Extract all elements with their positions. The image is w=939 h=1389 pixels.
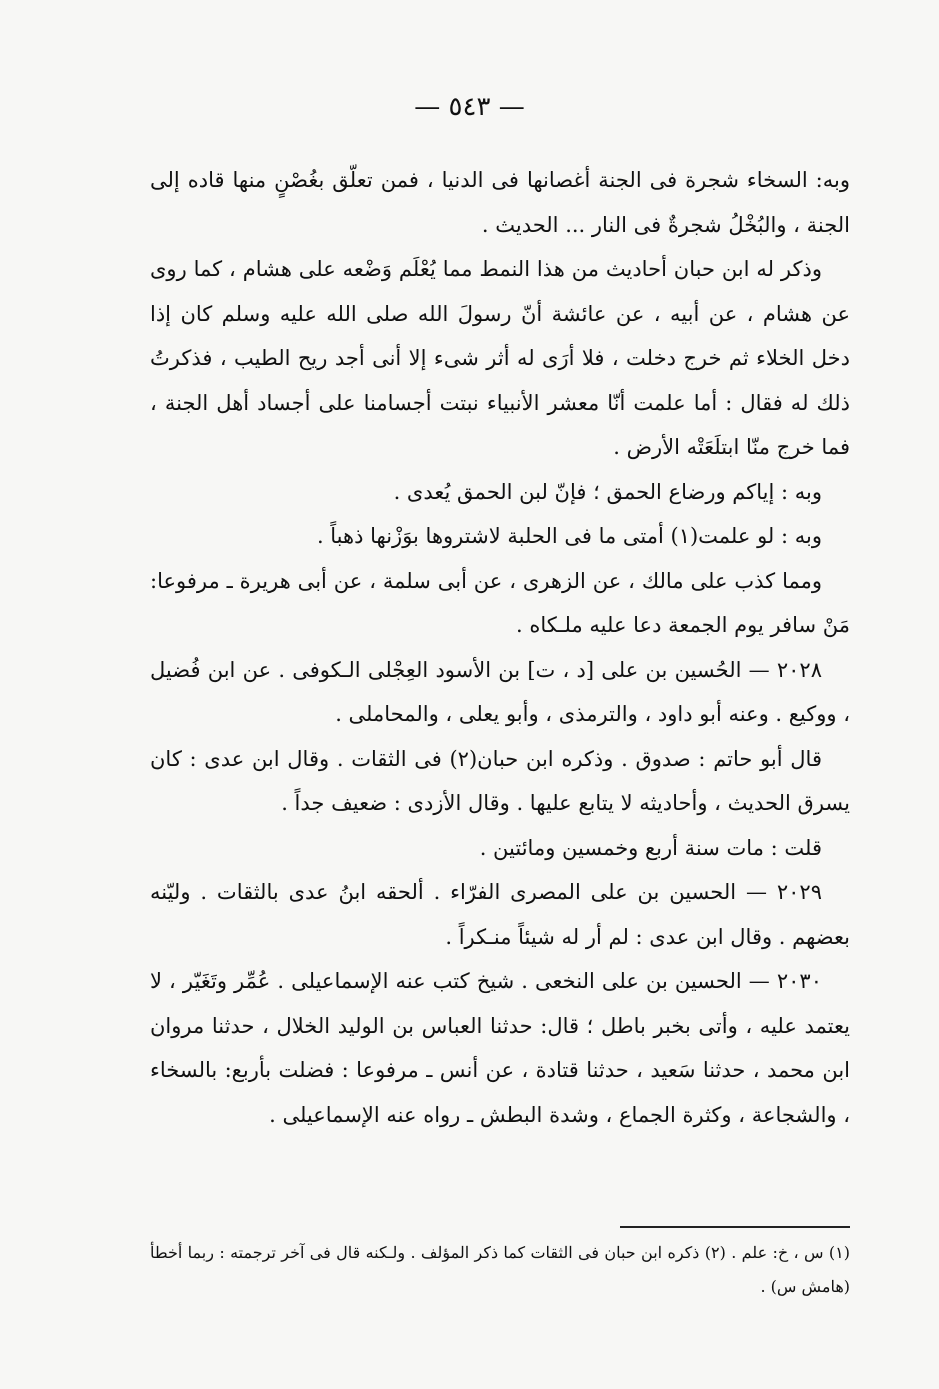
paragraph-ridaa-alhumq: وبه : إياكم ورضاع الحمق ؛ فإنّ لبن الحمق يُعدى . [393, 479, 822, 504]
paragraph-death-year: قلت : مات سنة أربع وخمسين ومائتين . [479, 835, 822, 860]
footnotes: (١) س ، خ: علم . (٢) ذكره ابن حبان فى الثقات كما ذكر المؤلف . ولـكنه قال فى آخر ترجمته : ربما أخطأ (هامش س) . [150, 1243, 850, 1296]
main-text [150, 158, 850, 1137]
entry-2029: ٢٠٢٩ — الحسين بن على المصرى الفرّاء . ألحقه ابنُ عدى بالثقات . وليّنه بعضهم . وقال ابن عدى : لم أر له شيئاً منـكراً . [150, 880, 850, 949]
paragraph-abu-hatim: قال أبو حاتم : صدوق . وذكره ابن حبان(٢) فى الثقات . وقال ابن عدى : كان يسرق الحديث ، وأحاديثه لا يتابع عليها . وقال الأزدى : ضعيف جداً . [150, 746, 850, 815]
entry-2028: ٢٠٢٨ — الحُسين بن على [د ، ت] بن الأسود العِجْلى الـكوفى . عن ابن فُضيل ، ووكيع . وعنه أبو داود ، والترمذى ، وأبو يعلى ، والمحاملى . [150, 657, 850, 726]
paragraph-ibn-hibban-hisham: وذكر له ابن حبان أحاديث من هذا النمط مما يُعْلَم وَضْعه على هشام ، كما روى عن هشام ، عن أبيه ، عن عائشة أنّ رسولَ الله صلى الله عليه وسلم كان إذا دخل الخلاء ثم خرج دخلت ، فلا أرَى له أثر شىء إلا أنى أجد ريح الطيب ، فذكرتُ ذلك له فقال : أما علمت أنّا معشر الأنبياء نبتت أجسامنا على أجساد أهل الجنة ، فما خرج منّا ابتلَعَتْه الأرض . [150, 257, 850, 459]
page-number: — ٥٤٣ — [414, 92, 525, 122]
paragraph-hadith-generosity: وبه: السخاء شجرة فى الجنة أغصانها فى الدنيا ، فمن تعلّق بغُصْنٍ منها قاده إلى الجنة ، والبُخْلُ شجرةٌ فى النار ... الحديث . [150, 168, 850, 237]
entry-2030: ٢٠٣٠ — الحسين بن على النخعى . شيخ كتب عنه الإسماعيلى . عُمِّر وتَغَيّر ، لا يعتمد عليه ، وأتى بخبر باطل ؛ قال: حدثنا العباس بن الوليد الخلال ، حدثنا مروان ابن محمد ، حدثنا سَعيد ، حدثنا قتادة ، عن أنس ـ مرفوعا : فضلت بأربع: بالسخاء ، والشجاعة ، وكثرة الجماع ، وشدة البطش ـ رواه عنه الإسماعيلى . [150, 969, 850, 1127]
paragraph-malik-friday: ومما كذب على مالك ، عن الزهرى ، عن أبى سلمة ، عن أبى هريرة ـ مرفوعا: مَنْ سافر يوم الجمعة دعا عليه ملـكاه . [150, 568, 850, 637]
paragraph-hulba: وبه : لو علمت(١) أمتى ما فى الحلبة لاشتروها بوَزْنها ذهباً . [316, 524, 822, 548]
footnote-divider [620, 1226, 850, 1228]
